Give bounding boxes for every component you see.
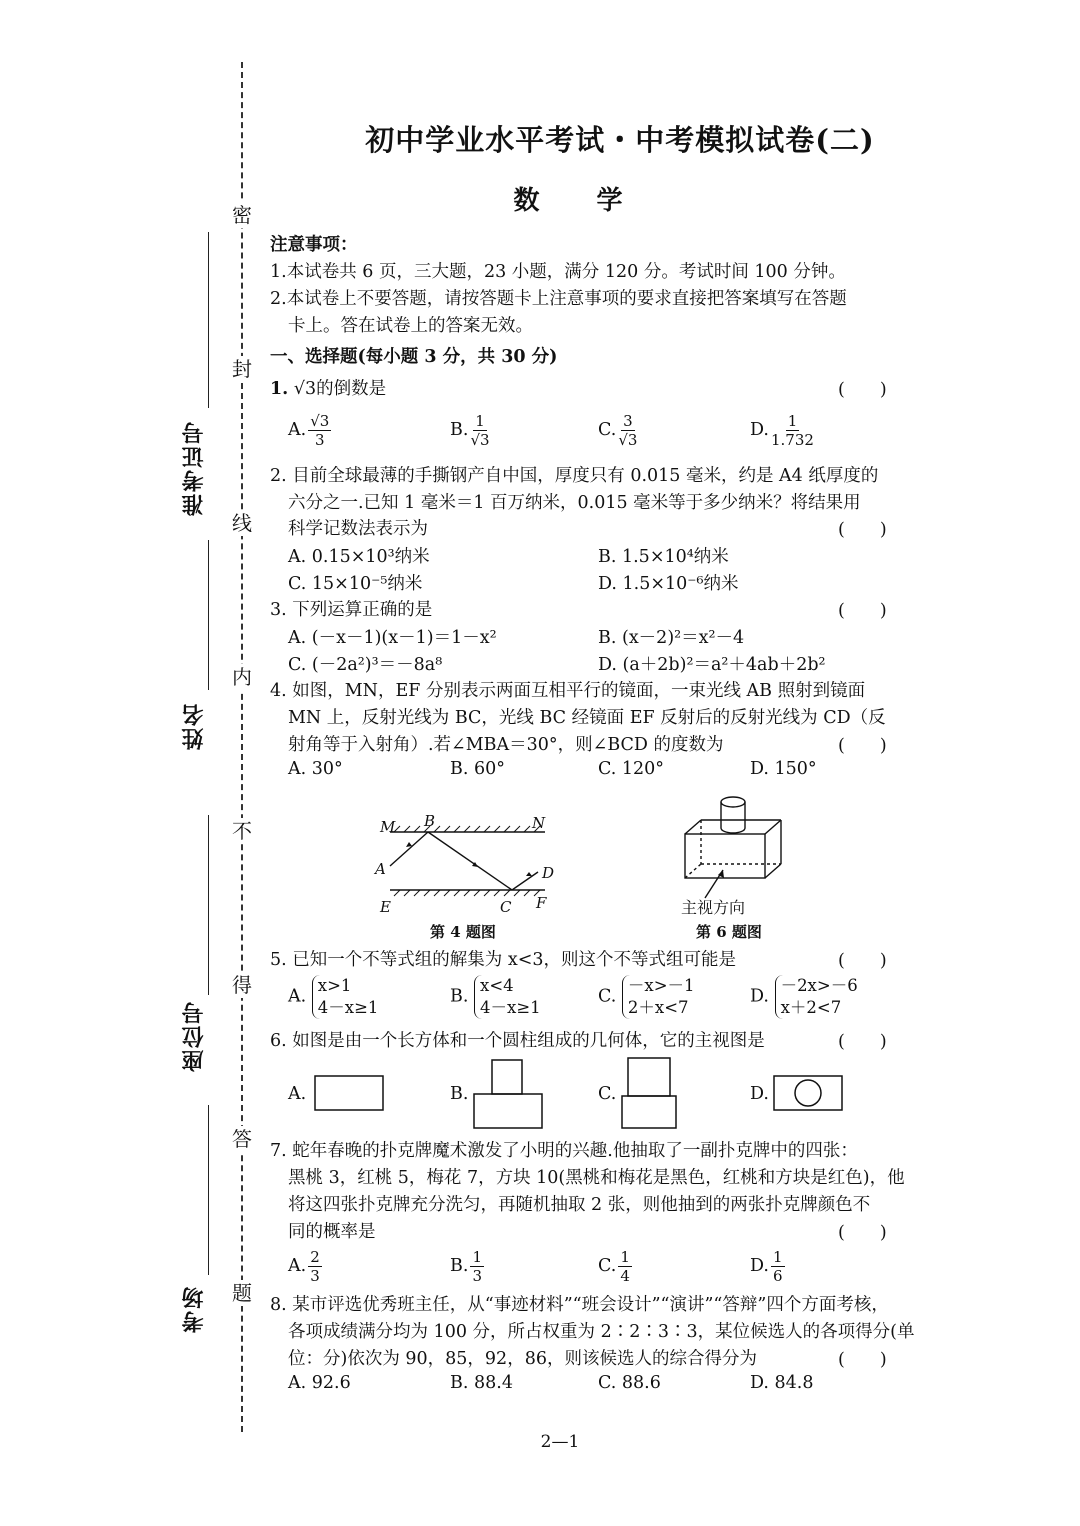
denominator: 3 <box>310 1267 320 1285</box>
denominator: 3 <box>472 1267 482 1285</box>
inequality: 4－x≥1 <box>480 998 541 1017</box>
section-heading: 一、选择题(每小题 3 分，共 30 分) <box>270 347 558 367</box>
seat-number-line[interactable] <box>208 815 209 995</box>
q5-option-d[interactable] <box>750 975 858 1019</box>
notice-item-1: 1.本试卷共 6 页，三大题，23 小题，满分 120 分。考试时间 100 分钟。 <box>270 262 846 282</box>
label-d: D <box>542 864 555 882</box>
inequality-system <box>622 975 695 1019</box>
q5-option-b[interactable] <box>450 975 541 1019</box>
inequality-system <box>474 975 541 1019</box>
fraction <box>470 1248 484 1285</box>
q7-option-c[interactable] <box>598 1248 632 1285</box>
q6-option-c-figure <box>620 1056 680 1130</box>
q4-answer-blank[interactable]: ( ) <box>838 736 887 756</box>
seal-char-mi: 密 <box>229 202 255 228</box>
option-label: D. <box>750 1256 769 1276</box>
q8-option-a[interactable]: A. 92.6 <box>288 1373 351 1393</box>
q6-stem: 6. 如图是由一个长方体和一个圆柱组成的几何体，它的主视图是 <box>270 1031 765 1051</box>
q8-option-b[interactable]: B. 88.4 <box>450 1373 513 1393</box>
q4-line-1: 4. 如图，MN，EF 分别表示两面互相平行的镜面，一束光线 AB 照射到镜面 <box>270 681 866 701</box>
fraction <box>771 412 814 449</box>
seal-char-feng: 封 <box>229 356 255 382</box>
q7-option-d[interactable] <box>750 1248 785 1285</box>
q7-line-1: 7. 蛇年春晚的扑克牌魔术激发了小明的兴趣.他抽取了一副扑克牌中的四张： <box>270 1141 858 1161</box>
inequality: －x>－1 <box>627 976 695 995</box>
numerator: 1 <box>475 412 485 430</box>
q2-line-3: 科学记数法表示为 <box>288 519 428 539</box>
q2-option-c[interactable]: C. 15×10⁻⁵纳米 <box>288 574 423 594</box>
q3-option-b[interactable]: B. (x－2)²＝x²－4 <box>598 628 745 648</box>
denominator: √3 <box>470 431 490 449</box>
q4-line-2: MN 上，反射光线为 BC，光线 BC 经镜面 EF 反射后的反射光线为 CD（反 <box>288 708 886 728</box>
option-label: D. <box>750 986 769 1007</box>
inequality-system <box>312 975 379 1019</box>
q3-stem: 3. 下列运算正确的是 <box>270 600 433 620</box>
inequality-system <box>775 975 858 1019</box>
q7-answer-blank[interactable]: ( ) <box>838 1223 887 1243</box>
notice-heading: 注意事项： <box>270 235 358 255</box>
q2-option-a[interactable]: A. 0.15×10³纳米 <box>288 547 430 567</box>
q6-option-a-figure <box>314 1074 386 1114</box>
q3-option-c[interactable]: C. (－2a²)³＝－8a⁸ <box>288 655 443 675</box>
q2-answer-blank[interactable]: ( ) <box>838 520 887 540</box>
q7-line-2: 黑桃 3，红桃 5，梅花 7，方块 10(黑桃和梅花是黑色，红桃和方块是红色)，他 <box>288 1168 905 1188</box>
q1-stem <box>270 376 896 402</box>
q1-number: 1. <box>270 379 289 399</box>
seal-char-da: 答 <box>229 1126 255 1152</box>
q7-option-b[interactable] <box>450 1248 484 1285</box>
inequality: －2x>－6 <box>780 976 858 995</box>
label-e: E <box>380 898 391 916</box>
label-f: F <box>536 894 547 912</box>
exam-id-line[interactable] <box>208 232 209 408</box>
numerator: 2 <box>310 1248 320 1266</box>
q6-answer-blank[interactable]: ( ) <box>838 1032 887 1052</box>
page-number: 2—1 <box>540 1432 580 1452</box>
q7-option-a[interactable] <box>288 1248 322 1285</box>
q4-option-c[interactable]: C. 120° <box>598 759 665 779</box>
q5-stem: 5. 已知一个不等式组的解集为 x<3，则这个不等式组可能是 <box>270 950 736 970</box>
q6-option-c[interactable]: C. <box>598 1084 617 1104</box>
seat-number-label: 座位号 <box>181 1000 207 1072</box>
q1-option-b[interactable] <box>450 412 490 449</box>
q1-option-c[interactable] <box>598 412 637 449</box>
name-label: 姓名 <box>181 702 207 750</box>
q7-line-4: 同的概率是 <box>288 1222 376 1242</box>
q8-line-3: 位：分)依次为 90，85，92，86，则该候选人的综合得分为 <box>288 1349 757 1369</box>
subject-title: 数 学 <box>513 186 647 216</box>
q1-option-a[interactable] <box>288 412 331 449</box>
q3-option-d[interactable]: D. (a＋2b)²＝a²＋4ab＋2b² <box>598 655 826 675</box>
denominator: 4 <box>620 1267 630 1285</box>
q6-option-b-figure <box>472 1058 546 1130</box>
inequality: x＋2<7 <box>780 998 842 1017</box>
q3-answer-blank[interactable]: ( ) <box>838 601 887 621</box>
q8-answer-blank[interactable]: ( ) <box>838 1350 887 1370</box>
seal-char-xian: 线 <box>229 510 255 536</box>
q6-option-a[interactable]: A. <box>288 1084 307 1104</box>
label-c: C <box>500 898 512 916</box>
option-label: D. <box>750 420 769 440</box>
exam-id-label: 准考证号 <box>181 420 207 516</box>
inequality: 2＋x<7 <box>627 998 689 1017</box>
denominator: 3 <box>314 431 325 449</box>
q1-radical: √3 <box>293 379 317 399</box>
q4-option-a[interactable]: A. 30° <box>288 759 343 779</box>
option-label: B. <box>450 986 469 1007</box>
q4-option-d[interactable]: D. 150° <box>750 759 817 779</box>
q1-stem-text: 的倒数是 <box>316 379 387 399</box>
q6-option-d[interactable]: D. <box>750 1084 769 1104</box>
q8-option-d[interactable]: D. 84.8 <box>750 1373 814 1393</box>
option-label: C. <box>598 420 617 440</box>
name-line[interactable] <box>208 540 209 690</box>
q2-line-2: 六分之一.已知 1 毫米＝1 百万纳米，0.015 毫米等于多少纳米？将结果用 <box>288 493 861 513</box>
notice-item-2a: 2.本试卷上不要答题，请按答题卡上注意事项的要求直接把答案填写在答题 <box>270 289 847 309</box>
option-label: B. <box>450 1256 469 1276</box>
q8-line-1: 8. 某市评选优秀班主任，从“事迹材料”“班会设计”“演讲”“答辩”四个方面考核， <box>270 1295 889 1315</box>
q4-option-b[interactable]: B. 60° <box>450 759 506 779</box>
label-n: N <box>532 814 546 832</box>
q2-line-1: 2. 目前全球最薄的手撕钢产自中国，厚度只有 0.015 毫米，约是 A4 纸厚度的 <box>270 466 879 486</box>
option-label: A. <box>288 986 307 1007</box>
q4-line-3: 射角等于入射角）.若∠MBA＝30°，则∠BCD 的度数为 <box>288 735 724 755</box>
q8-line-2: 各项成绩满分均为 100 分，所占权重为 2∶2∶3∶3，某位候选人的各项得分(单 <box>288 1322 915 1342</box>
figure-6-solid-diagram <box>675 792 795 902</box>
figure-4-caption: 第 4 题图 <box>430 923 496 941</box>
inequality: x<4 <box>480 976 514 995</box>
inequality: x>1 <box>317 976 352 995</box>
option-label: C. <box>598 986 617 1007</box>
q2-option-d[interactable]: D. 1.5×10⁻⁶纳米 <box>598 574 739 594</box>
fraction <box>470 412 489 449</box>
q1-answer-blank[interactable]: ( ) <box>838 380 887 400</box>
denominator: 1.732 <box>770 431 814 449</box>
figure-6-view-direction: 主视方向 <box>681 898 746 917</box>
exam-room-line[interactable] <box>208 1105 209 1275</box>
figure-6-caption: 第 6 题图 <box>696 923 762 941</box>
inequality: 4－x≥1 <box>317 998 379 1017</box>
fraction <box>618 1248 632 1285</box>
exam-title: 初中学业水平考试・中考模拟试卷(二) <box>365 123 875 157</box>
fraction <box>308 412 331 449</box>
label-m: M <box>380 818 396 836</box>
q6-option-d-figure <box>772 1074 846 1114</box>
label-a: A <box>375 860 386 878</box>
q7-line-3: 将这四张扑克牌充分洗匀，再随机抽取 2 张，则他抽到的两张扑克牌颜色不 <box>288 1195 871 1215</box>
fraction <box>308 1248 322 1285</box>
fraction <box>618 412 637 449</box>
seal-char-nei: 内 <box>229 664 255 690</box>
q8-option-c[interactable]: C. 88.6 <box>598 1373 661 1393</box>
q5-option-a[interactable] <box>288 975 378 1019</box>
q3-option-a[interactable]: A. (－x－1)(x－1)＝1－x² <box>288 628 497 648</box>
numerator: 1 <box>772 1248 783 1266</box>
q6-option-b[interactable]: B. <box>450 1084 469 1104</box>
numerator: 1 <box>787 412 798 430</box>
denominator: 6 <box>772 1267 783 1285</box>
q1-option-d[interactable] <box>750 412 814 449</box>
numerator: 3 <box>623 412 633 430</box>
q2-option-b[interactable]: B. 1.5×10⁴纳米 <box>598 547 729 567</box>
label-b: B <box>424 812 436 830</box>
figure-4-mirror-diagram <box>370 810 570 920</box>
exam-room-label: 考场 <box>181 1285 207 1333</box>
option-label: A. <box>288 420 307 440</box>
denominator: √3 <box>618 431 638 449</box>
seal-char-ti: 题 <box>229 1280 255 1306</box>
numerator: 1 <box>472 1248 482 1266</box>
option-label: A. <box>288 1256 307 1276</box>
numerator: 1 <box>620 1248 630 1266</box>
seal-char-de: 得 <box>229 972 255 998</box>
q5-answer-blank[interactable]: ( ) <box>838 951 887 971</box>
q5-option-c[interactable] <box>598 975 695 1019</box>
option-label: C. <box>598 1256 617 1276</box>
notice-item-2b: 卡上。答在试卷上的答案无效。 <box>288 316 533 336</box>
fraction <box>771 1248 785 1285</box>
seal-dashed-line <box>241 62 243 1432</box>
numerator: √3 <box>310 412 330 430</box>
seal-char-bu: 不 <box>229 818 255 844</box>
option-label: B. <box>450 420 469 440</box>
